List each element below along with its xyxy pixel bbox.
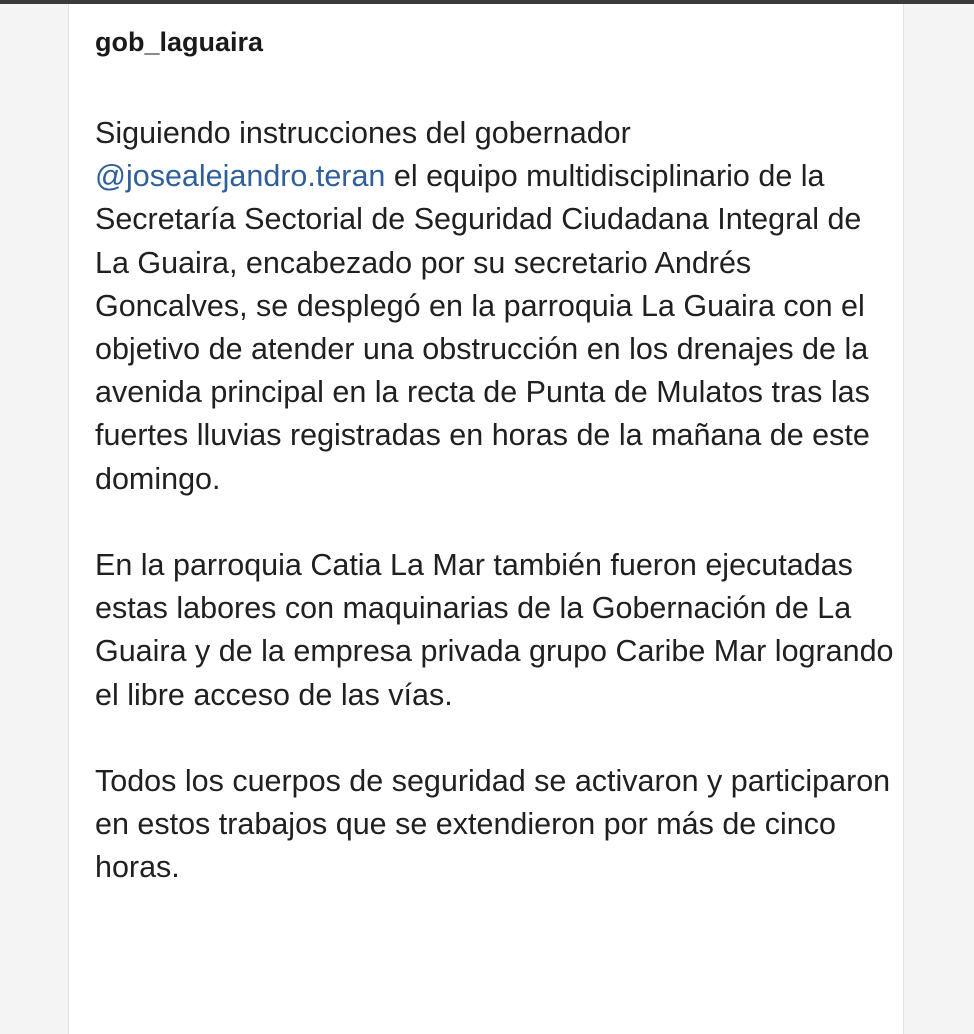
post-username[interactable]: gob_laguaira [95, 27, 264, 57]
caption-paragraph-1 [95, 112, 895, 501]
caption-text: Siguiendo instrucciones del gobernador [95, 116, 631, 150]
mention-link[interactable]: @josealejandro.teran [95, 159, 386, 194]
caption-text: el equipo multidisciplinario de la Secretaría Sectorial de Seguridad Ciudadana Integral de La Guaira, encabezado por su secretario Andrés Goncalves, se desplegó en la parroquia La Guaira con el objetivo de atender una obstrucción en los drenajes de la avenida principal en la recta de Punta de Mulatos tras las fuertes lluvias registradas en horas de la mañana de este domingo. [95, 159, 870, 496]
caption-paragraph-3: Todos los cuerpos de seguridad se activaron y participaron en estos trabajos que se extendieron por más de cinco horas. [95, 764, 891, 885]
post-caption [95, 112, 895, 890]
caption-paragraph-2: En la parroquia Catia La Mar también fueron ejecutadas estas labores con maquinarias de la Gobernación de La Guaira y de la empresa privada grupo Caribe Mar logrando el libre acceso de las vías. [95, 548, 894, 712]
post-card [68, 4, 904, 1034]
